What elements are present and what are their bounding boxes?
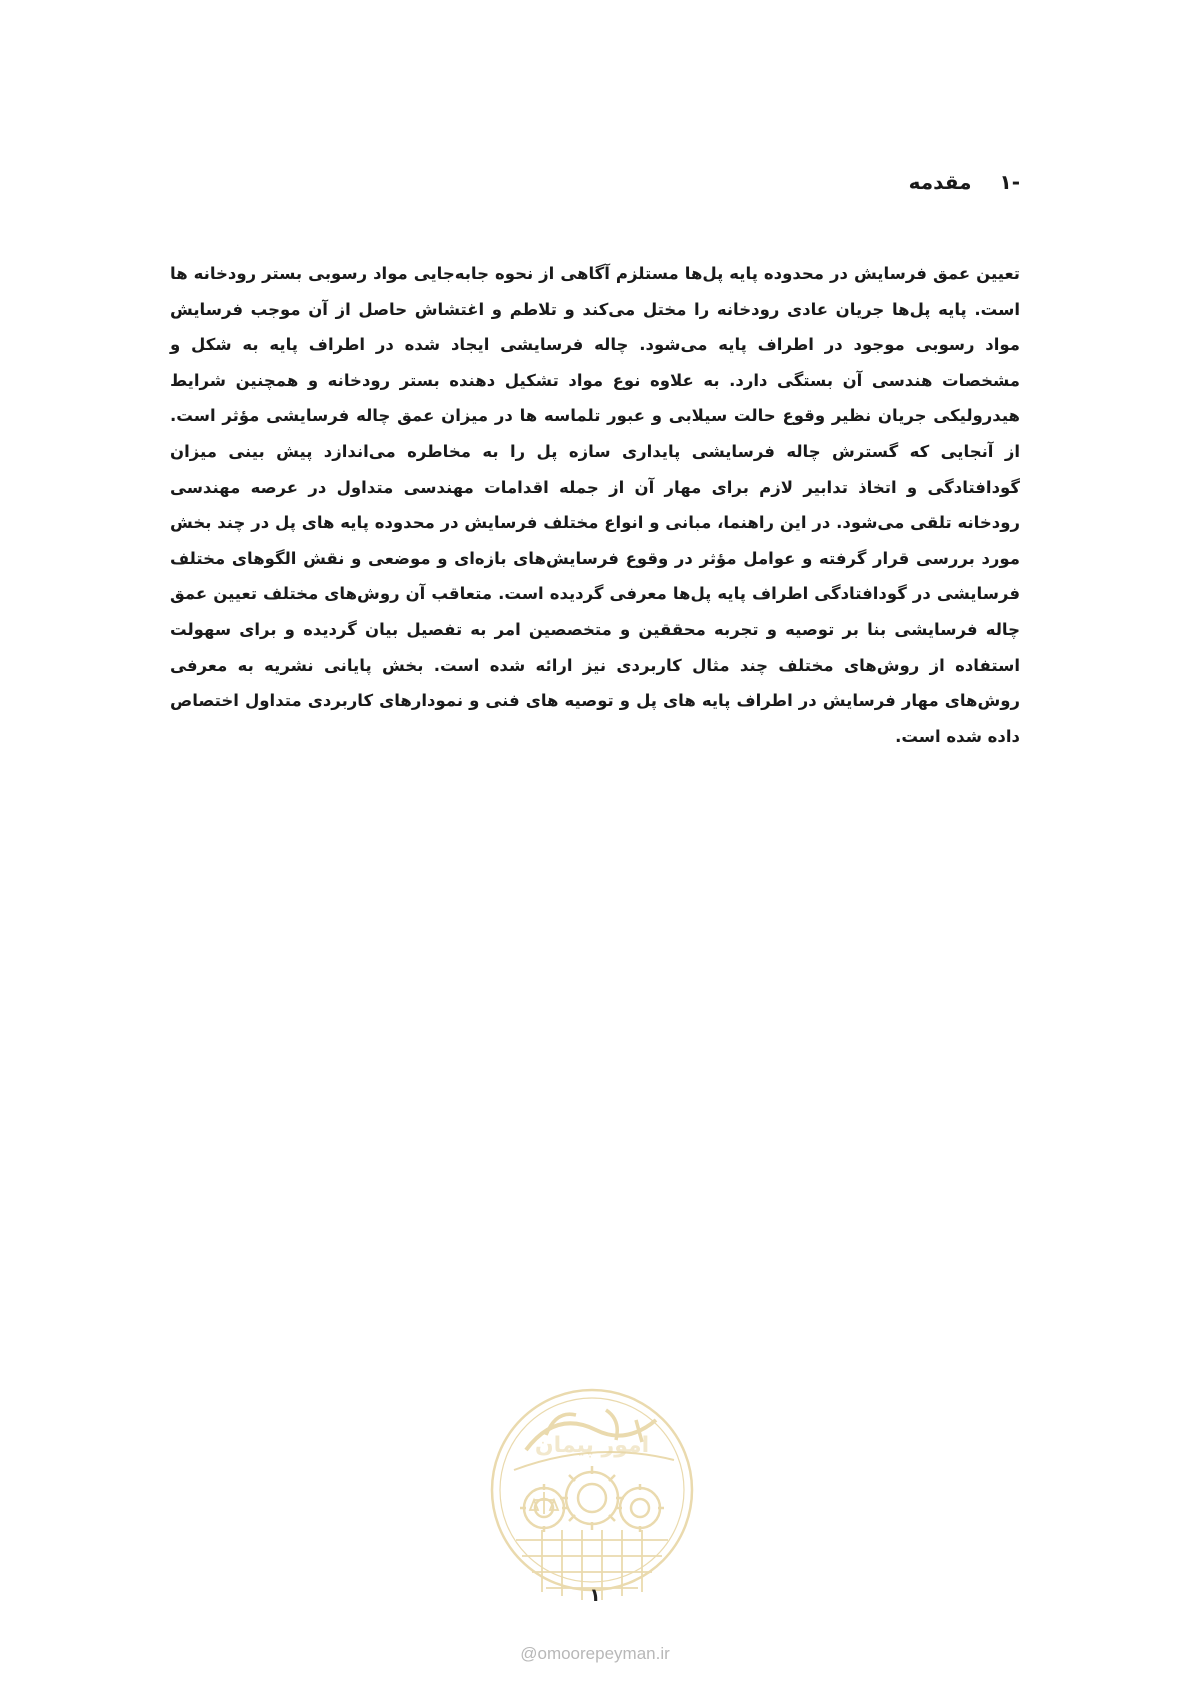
watermark-text: امور پیمان xyxy=(534,1433,650,1458)
section-number: -۱ xyxy=(999,170,1020,194)
section-title: مقدمه xyxy=(908,170,972,194)
gear-icon xyxy=(616,1484,664,1532)
omoorepeyman-logo-watermark xyxy=(486,1380,698,1620)
body-text xyxy=(170,256,1020,754)
gear-icon xyxy=(560,1466,624,1530)
site-url xyxy=(0,1644,1190,1664)
section-heading xyxy=(909,170,1020,194)
page-number: ۱ xyxy=(589,1585,601,1606)
site-url-text: omoorepeyman.ir xyxy=(537,1644,670,1663)
intro-paragraph: تعیین عمق فرسایش در محدوده پایه پل‌ها مستلزم آگاهی از نحوه جابه‌جایی مواد رسوبی بستر رودخانه ها است. پایه پل‌ها جریان عادی رودخانه را مختل می‌کند و تلاطم و اغتشاش حاصل از آن موجب فرسایش مواد رسوبی موجود در اطراف پایه می‌شود. چاله فرسایشی ایجاد شده در اطراف پایه به شکل و مشخصات هندسی آن بستگی دارد. به علاوه نوع مواد تشکیل دهنده بستر رودخانه و همچنین شرایط هیدرولیکی جریان نظیر وقوع حالت سیلابی و عبور تلماسه ها در میزان عمق چاله فرسایشی مؤثر است. از آنجایی که گسترش چاله فرسایشی پایداری سازه پل را به مخاطره می‌اندازد پیش بینی میزان گودافتادگی و اتخاذ تدابیر لازم برای مهار آن از جمله اقدامات مهندسی متداول در عرصه مهندسی رودخانه تلقی می‌شود. در این راهنما، مبانی و انواع مختلف فرسایش در محدوده پایه های پل در چند بخش مورد بررسی قرار گرفته و عوامل مؤثر در وقوع فرسایش‌های بازه‌ای و موضعی و نقش الگوهای مختلف فرسایشی در گودافتادگی اطراف پایه پل‌ها معرفی گردیده است. متعاقب آن روش‌های مختلف تعیین عمق چاله فرسایشی بنا بر توصیه و تجربه محققین و متخصصین امر به تفصیل بیان گردیده و برای سهولت استفاده از روش‌های مختلف چند مثال کاربردی نیز ارائه شده است. بخش پایانی نشریه به معرفی روش‌های مهار فرسایش در اطراف پایه های پل و توصیه های فنی و نمودارهای کاربردی متداول اختصاص داده شده است. xyxy=(170,264,1020,746)
at-icon: @ xyxy=(520,1644,538,1663)
